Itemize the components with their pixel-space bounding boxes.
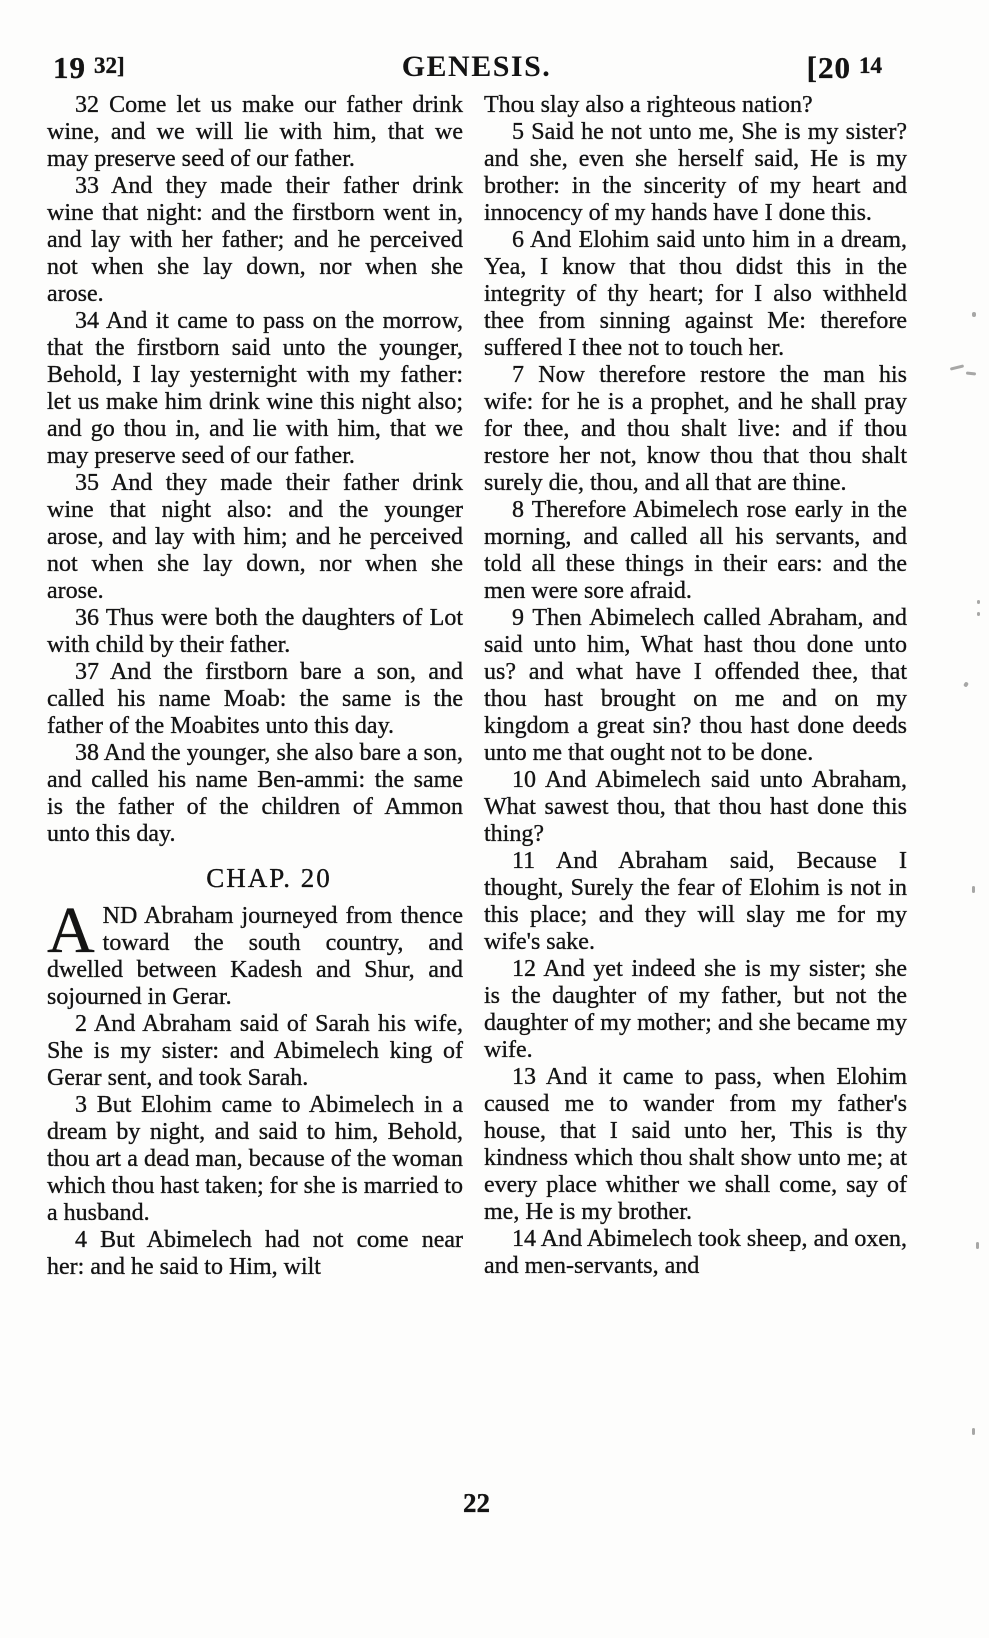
header-right-reference bbox=[807, 50, 882, 86]
scan-speck bbox=[966, 371, 976, 375]
verse-paragraph: 11 And Abraham said, Because I thought, Surely the fear of Elohim is not in this place; and they will slay me for my wife's sake. bbox=[484, 848, 907, 955]
drop-cap-letter: A bbox=[47, 894, 95, 967]
scan-speck bbox=[976, 1242, 979, 1249]
verse-paragraph: 8 Therefore Abimelech rose early in the morning, and called all his servants, and told all these things in their ears: and the men were sore afraid. bbox=[484, 497, 907, 604]
chapter-heading: CHAP. 20 bbox=[206, 863, 332, 893]
scan-speck bbox=[972, 312, 976, 317]
verse-paragraph: 7 Now therefore restore the man his wife: for he is a prophet, and he shall pray for thee, and thou shalt live: and if thou restore her not, know thou that thou shalt surely die, thou, and all that are thine. bbox=[484, 362, 907, 496]
chapter-opening-paragraph bbox=[47, 894, 463, 1011]
page-number: 22 bbox=[463, 1488, 490, 1518]
book-title-wrap bbox=[47, 50, 906, 84]
verse-paragraph: 10 And Abimelech said unto Abraham, What sawest thou, that thou hast done this thing? bbox=[484, 767, 907, 847]
right-text-column bbox=[484, 92, 907, 1280]
scan-speck bbox=[972, 886, 975, 893]
left-chapter-number: 19 bbox=[53, 50, 86, 85]
scan-speck bbox=[950, 364, 964, 370]
verse-paragraph: 36 Thus were both the daughters of Lot with child by their father. bbox=[47, 605, 463, 658]
verse-paragraph: 37 And the firstborn bare a son, and called his name Moab: the same is the father of the Moabites unto this day. bbox=[47, 659, 463, 739]
verse-paragraph: 13 And it came to pass, when Elohim caused me to wander from my father's house, that I said unto her, This is thy kindness which thou shalt show unto me; at every place whither we shall come, say of me, He is my brother. bbox=[484, 1064, 907, 1225]
right-verse-number: 14 bbox=[859, 53, 882, 78]
chapter-opening-text: ND Abraham journeyed from thence toward the south country, and dwelled between Kadesh and Shur, and sojourned in Gerar. bbox=[47, 903, 463, 1010]
verse-paragraph: 38 And the younger, she also bare a son, and called his name Ben-ammi: the same is the father of the children of Ammon unto this day. bbox=[47, 740, 463, 847]
verse-paragraph: 9 Then Abimelech called Abraham, and said unto him, What hast thou done unto us? and what have I offended thee, that thou hast brought on me and on my kingdom a great sin? thou hast done deeds unto me that ought not to be done. bbox=[484, 605, 907, 766]
scan-speck bbox=[972, 1428, 975, 1435]
verse-paragraph: 14 And Abimelech took sheep, and oxen, and men-servants, and bbox=[484, 1226, 907, 1279]
running-head bbox=[47, 50, 906, 90]
verse-paragraph: 6 And Elohim said unto him in a dream, Yea, I know that thou didst this in the integrity of thy heart; for I also withheld thee from sinning against Me: therefore suffered I thee not to touch her. bbox=[484, 227, 907, 361]
verse-paragraph: 32 Come let us make our father drink wine, and we will lie with him, that we may preserve seed of our father. bbox=[47, 92, 463, 172]
book-title: GENESIS. bbox=[401, 50, 552, 83]
verse-paragraph: 4 But Abimelech had not come near her: and he said to Him, wilt bbox=[47, 1227, 463, 1280]
scan-speck bbox=[963, 681, 969, 687]
right-chapter-number: [20 bbox=[806, 50, 851, 85]
scan-speck bbox=[977, 600, 980, 604]
verse-paragraph: 2 And Abraham said of Sarah his wife, She is my sister: and Abimelech king of Gerar sent, and took Sarah. bbox=[47, 1011, 463, 1091]
left-text-column bbox=[47, 92, 463, 1281]
verse-paragraph: 12 And yet indeed she is my sister; she is the daughter of my father, but not the daughter of my mother; and she became my wife. bbox=[484, 956, 907, 1063]
verse-paragraph: 34 And it came to pass on the morrow, that the firstborn said unto the younger, Behold, I lay yesternight with my father: let us make him drink wine this night also; and go thou in, and lie with him, that we may preserve seed of our father. bbox=[47, 308, 463, 469]
left-verse-number: 32] bbox=[94, 53, 125, 78]
verse-paragraph: 3 But Elohim came to Abimelech in a dream by night, and said to him, Behold, thou art a dead man, because of the woman which thou hast taken; for she is married to a husband. bbox=[47, 1092, 463, 1226]
continuation-paragraph: Thou slay also a righteous nation? bbox=[484, 92, 813, 118]
scan-speck bbox=[977, 612, 980, 616]
verse-paragraph: 35 And they made their father drink wine that night also: and the younger arose, and lay with him; and he perceived not when she lay down, nor when she arose. bbox=[47, 470, 463, 604]
verse-paragraph: 5 Said he not unto me, She is my sister? and she, even she herself said, He is my brother: in the sincerity of my heart and innocency of my hands have I done this. bbox=[484, 119, 907, 226]
verse-paragraph: 33 And they made their father drink wine that night: and the firstborn went in, and lay with her father; and he perceived not when she lay down, nor when she arose. bbox=[47, 173, 463, 307]
